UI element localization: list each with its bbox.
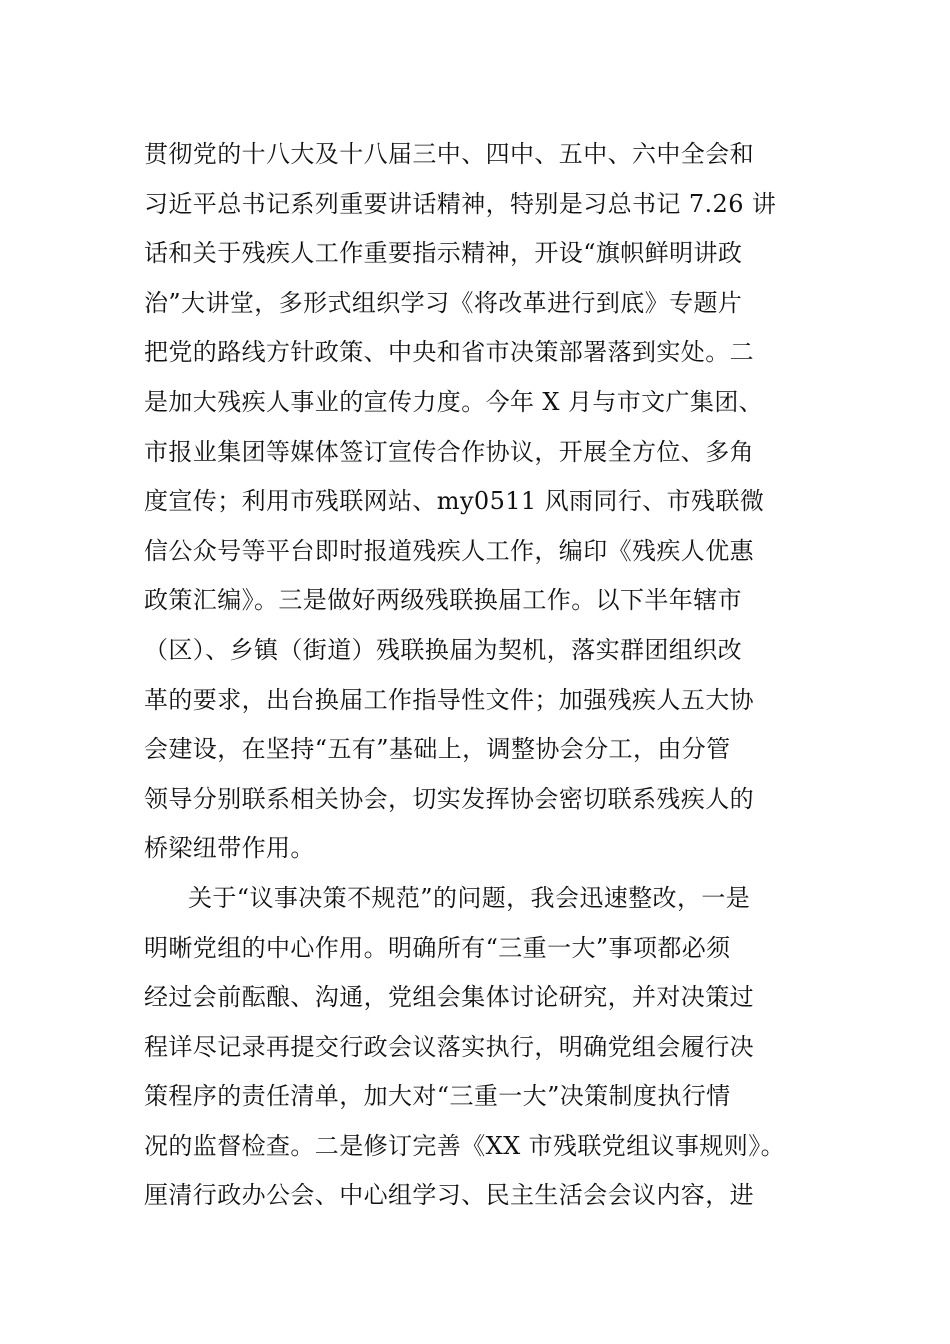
text-line: 贯彻党的十八大及十八届三中、四中、五中、六中全会和 bbox=[144, 140, 754, 168]
text-line: 厘清行政办公会、中心组学习、民主生活会会议内容，进 bbox=[144, 1181, 754, 1210]
text-line: 政策汇编》。三是做好两级残联换届工作。以下半年辖市 bbox=[144, 586, 742, 615]
text-line: 程详尽记录再提交行政会议落实执行，明确党组会履行决 bbox=[144, 1032, 754, 1061]
text-line: 度宣传；利用市残联网站、my0511 风雨同行、市残联微 bbox=[144, 487, 765, 516]
text-line: 况的监督检查。二是修订完善《XX 市残联党组议事规则》。 bbox=[144, 1131, 785, 1160]
text-line: 是加大残疾人事业的宣传力度。今年 X 月与市文广集团、 bbox=[144, 387, 764, 416]
text-line: 领导分别联系相关协会，切实发挥协会密切联系残疾人的 bbox=[144, 784, 754, 813]
text-line: 习近平总书记系列重要讲话精神，特别是习总书记 7.26 讲 bbox=[144, 189, 777, 218]
text-line: 明晰党组的中心作用。明确所有“三重一大”事项都必须 bbox=[144, 933, 731, 962]
text-line: 信公众号等平台即时报道残疾人工作，编印《残疾人优惠 bbox=[144, 536, 754, 565]
paragraph-start-line: 关于“议事决策不规范”的问题，我会迅速整改，一是 bbox=[188, 883, 751, 912]
text-line: （区）、乡镇（街道）残联换届为契机，落实群团组织改 bbox=[144, 635, 742, 664]
text-line: 话和关于残疾人工作重要指示精神，开设“旗帜鲜明讲政 bbox=[144, 239, 743, 268]
text-line: 桥梁纽带作用。 bbox=[144, 834, 315, 863]
text-line: 会建设，在坚持“五有”基础上，调整协会分工，由分管 bbox=[144, 735, 731, 764]
text-line: 策程序的责任清单，加大对“三重一大”决策制度执行情 bbox=[144, 1082, 731, 1111]
text-line: 市报业集团等媒体签订宣传合作协议，开展全方位、多角 bbox=[144, 437, 754, 466]
text-line: 把党的路线方针政策、中央和省市决策部署落到实处。二 bbox=[144, 338, 754, 367]
text-line: 治”大讲堂，多形式组织学习《将改革进行到底》专题片 bbox=[144, 288, 743, 317]
text-line: 经过会前酝酿、沟通，党组会集体讨论研究，并对决策过 bbox=[144, 983, 754, 1012]
body-text bbox=[144, 130, 824, 1221]
text-line: 革的要求，出台换届工作指导性文件；加强残疾人五大协 bbox=[144, 685, 754, 714]
